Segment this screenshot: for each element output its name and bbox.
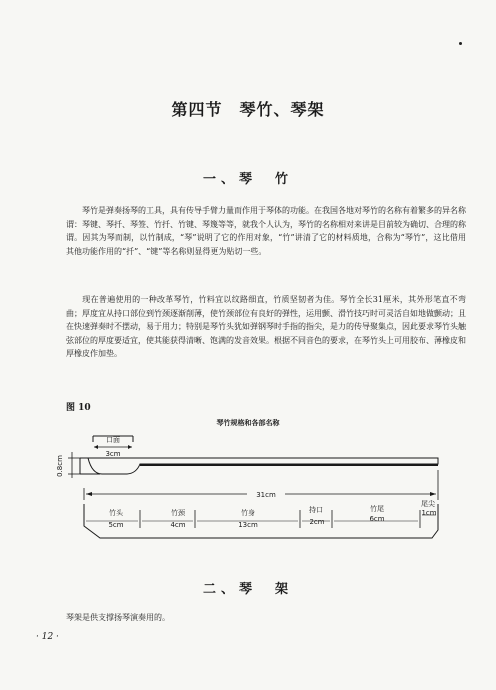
neck-length: 4cm [170,521,186,529]
body-label: 竹身 [241,509,255,517]
tail-length: 6cm [369,515,385,523]
head-label: 竹头 [109,509,123,517]
mouth-label: 口面 [106,436,120,444]
figure-label: 图 10 [66,403,91,413]
page-number: · 12 · [36,632,59,642]
tailpiece-label: 尾尖 [421,500,435,508]
head-length: 5cm [108,521,124,529]
mouth-width: 3cm [105,450,121,458]
grip-label: 持口 [309,506,323,514]
section-title-qinzhu: 一、琴 竹 [202,172,293,187]
total-length: 31cm [256,491,276,499]
section-title-qinjia: 二、琴 架 [202,582,293,597]
paragraph-3-text: 琴架是供支撑扬琴演奏用的。 [66,613,170,622]
grip-length: 2cm [309,518,325,526]
chapter-title: 第四节 琴竹、琴架 [171,100,325,119]
paragraph-2-text: 现在普遍使用的一种改革琴竹，竹料宜以纹路细直，竹质坚韧者为佳。琴竹全长31厘米，其外形笔直不弯曲；厚度宜从持口部位到竹颈逐渐削薄，使竹颈部位有良好的弹性，运用颤、滑竹技巧时可灵活自如地做颤动；且在快速弹奏时不摆动，易于用力；特别是琴竹头犹如弹钢琴时手指的指尖，是力的传导聚集点，因此要求琴竹头触弦部位的厚度要适宜，使其能获得清晰、饱满的发音效果。根据不同音色的要求，在琴竹头上可用胶布、薄橡皮和厚橡皮作加垫。 [66,295,466,358]
neck-label: 竹颈 [171,509,185,517]
figure-title: 琴竹规格和各部名称 [216,418,280,427]
thickness-label: 0.8cm [56,455,64,477]
paragraph-1-text: 琴竹是弹奏扬琴的工具，具有传导手臂力量而作用于琴体的功能。在我国各地对琴竹的名称有着繁多的异名称谓：琴键、琴扦、琴签、竹扦、竹键、琴篾等等，就我个人认为，琴竹的名称相对来讲是目前较为确切、合理的称谓。因其为琴而制，以竹制成，“琴”说明了它的作用对象，“竹”讲清了它的材料质地，合称为“琴竹”，这比借用其他功能作用的“扦”、“键”等名称则显得更为贴切一些。 [66,206,466,256]
paragraph-3 [66,611,466,625]
body-length: 13cm [238,521,258,529]
tail-label: 竹尾 [370,505,384,513]
tailpiece-length: 1cm [421,509,437,517]
